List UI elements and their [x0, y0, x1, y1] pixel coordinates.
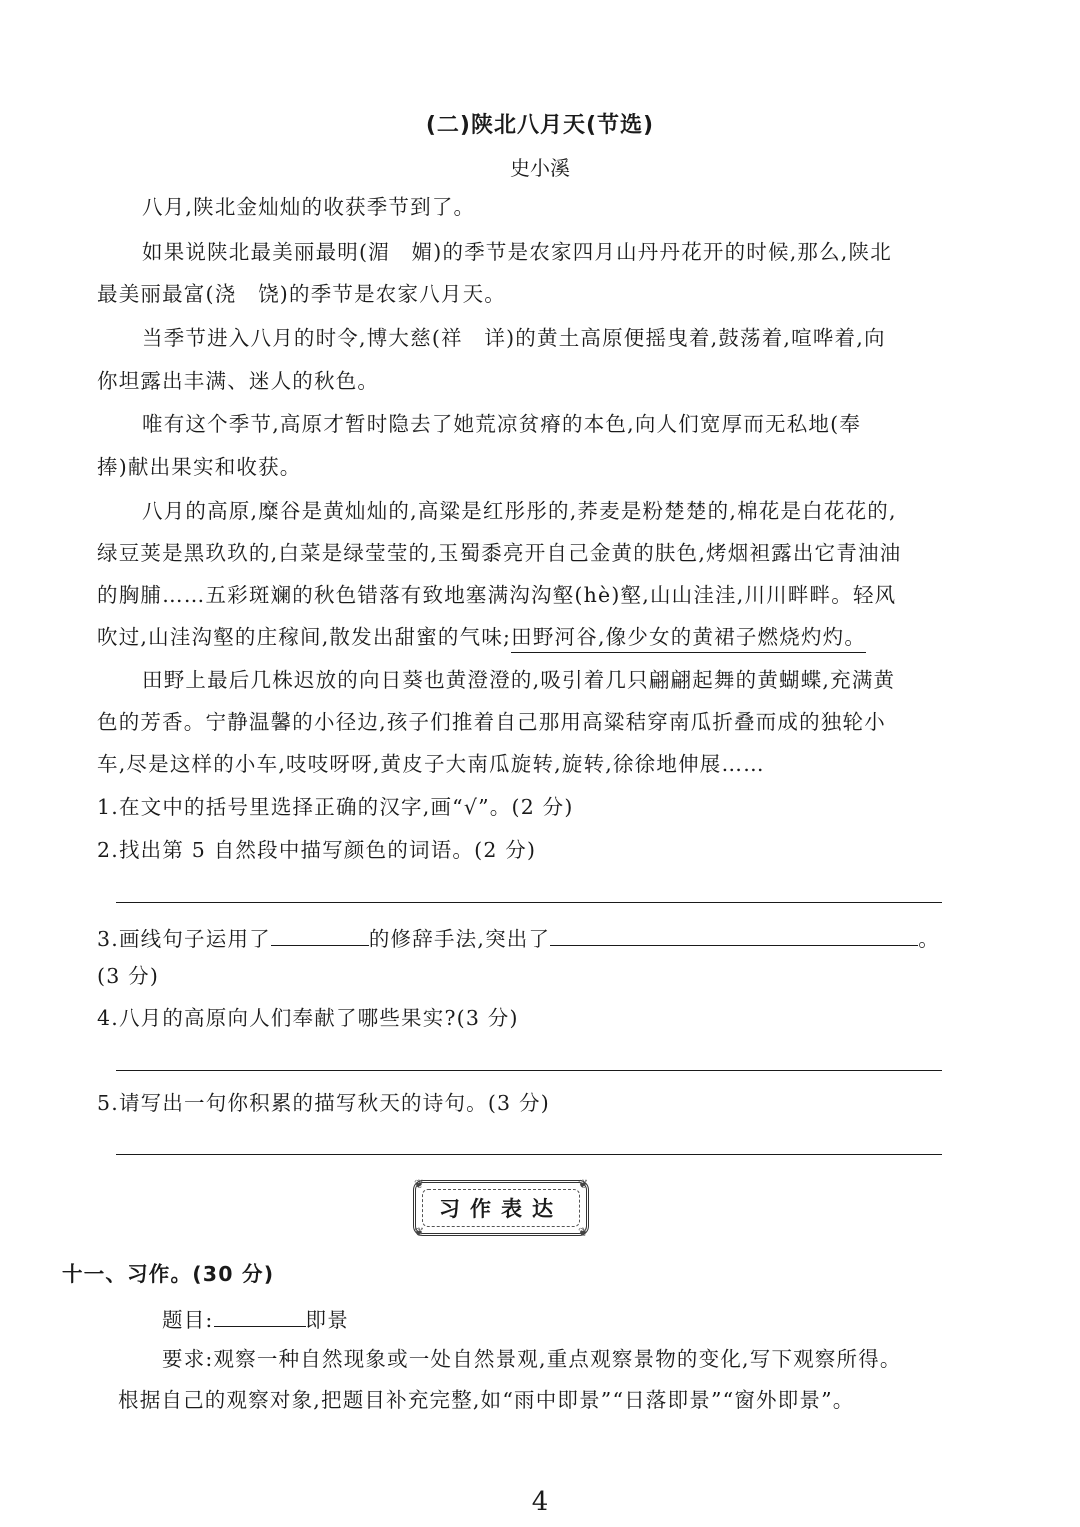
paragraph-6-line-3: 车,尽是这样的小车,吱吱呀呀,黄皮子大南瓜旋转,旋转,徐徐地伸展……	[97, 752, 765, 776]
corner-ornament-icon: ❦	[577, 1225, 588, 1239]
section-title: (二)陕北八月天(节选)	[425, 113, 655, 138]
topic-suffix: 即景	[305, 1308, 349, 1332]
composition-requirement-line-2: 根据自己的观察对象,把题目补充完整,如“雨中即景”“日落即景”“窗外即景”。	[118, 1388, 855, 1412]
question-5-answer-line[interactable]	[116, 1154, 942, 1155]
corner-ornament-icon: ❦	[414, 1225, 425, 1239]
question-2-answer-line[interactable]	[116, 902, 942, 903]
paragraph-5-line-2: 绿豆荚是黑玖玖的,白菜是绿莹莹的,玉蜀黍亮开自己金黄的肤色,烤烟袒露出它青油油	[97, 541, 902, 565]
question-3-prefix: 3.画线句子运用了	[97, 927, 271, 951]
question-3-middle: 的修辞手法,突出了	[368, 927, 551, 951]
paragraph-2-line-1: 如果说陕北最美丽最明(湄 媚)的季节是农家四月山丹丹花开的时候,那么,陕北	[142, 240, 892, 264]
question-3-blank-rhetoric[interactable]	[271, 925, 369, 946]
paragraph-3-line-2: 你坦露出丰满、迷人的秋色。	[97, 369, 380, 393]
composition-topic	[162, 1306, 349, 1331]
question-5: 5.请写出一句你积累的描写秋天的诗句。(3 分)	[97, 1091, 550, 1115]
paragraph-4-line-1: 唯有这个季节,高原才暂时隐去了她荒凉贫瘠的本色,向人们宽厚而无私地(奉	[142, 412, 862, 436]
question-2: 2.找出第 5 自然段中描写颜色的词语。(2 分)	[97, 838, 537, 862]
paragraph-6-line-1: 田野上最后几株迟放的向日葵也黄澄澄的,吸引着几只翩翩起舞的黄蝴蝶,充满黄	[142, 668, 896, 692]
corner-ornament-icon: ❦	[414, 1177, 425, 1191]
composition-heading: 十一、习作。(30 分)	[62, 1262, 275, 1286]
question-4-answer-line[interactable]	[116, 1070, 942, 1071]
paragraph-2-line-2: 最美丽最富(浇 饶)的季节是农家八月天。	[97, 282, 506, 306]
question-1: 1.在文中的括号里选择正确的汉字,画“√”。(2 分)	[97, 795, 574, 819]
paragraph-5-line-4	[97, 627, 866, 648]
underlined-sentence: 田野河谷,像少女的黄裙子燃烧灼灼。	[511, 625, 866, 653]
paragraph-5-line-3: 的胸脯……五彩斑斓的秋色错落有致地塞满沟沟壑(hè)壑,山山洼洼,川川畔畔。轻风	[97, 583, 897, 607]
paragraph-6-line-2: 色的芳香。宁静温馨的小径边,孩子们推着自己那用高粱秸穿南瓜折叠而成的独轮小	[97, 710, 886, 734]
author-name: 史小溪	[510, 156, 570, 180]
section-banner	[413, 1177, 589, 1239]
banner-title: 习作表达	[439, 1197, 563, 1221]
paragraph-5-line-1: 八月的高原,糜谷是黄灿灿的,高粱是红彤彤的,荞麦是粉楚楚的,棉花是白花花的,	[142, 499, 897, 523]
paragraph-1: 八月,陕北金灿灿的收获季节到了。	[142, 195, 476, 219]
topic-label: 题目:	[162, 1308, 214, 1332]
question-3-score: (3 分)	[97, 964, 160, 988]
topic-blank[interactable]	[214, 1306, 306, 1327]
question-3	[97, 925, 940, 950]
question-3-blank-effect[interactable]	[550, 925, 918, 946]
question-3-end: 。	[918, 927, 940, 951]
page-number: 4	[531, 1487, 549, 1517]
corner-ornament-icon: ❦	[577, 1177, 588, 1191]
paragraph-4-line-2: 捧)献出果实和收获。	[97, 455, 302, 479]
paragraph-5-line-4-text: 吹过,山洼沟壑的庄稼间,散发出甜蜜的气味;	[97, 625, 512, 649]
paragraph-3-line-1: 当季节进入八月的时令,博大慈(祥 详)的黄土高原便摇曳着,鼓荡着,喧哗着,向	[142, 326, 886, 350]
question-4: 4.八月的高原向人们奉献了哪些果实?(3 分)	[97, 1006, 519, 1030]
composition-requirement-line-1: 要求:观察一种自然现象或一处自然景观,重点观察景物的变化,写下观察所得。	[162, 1347, 902, 1371]
